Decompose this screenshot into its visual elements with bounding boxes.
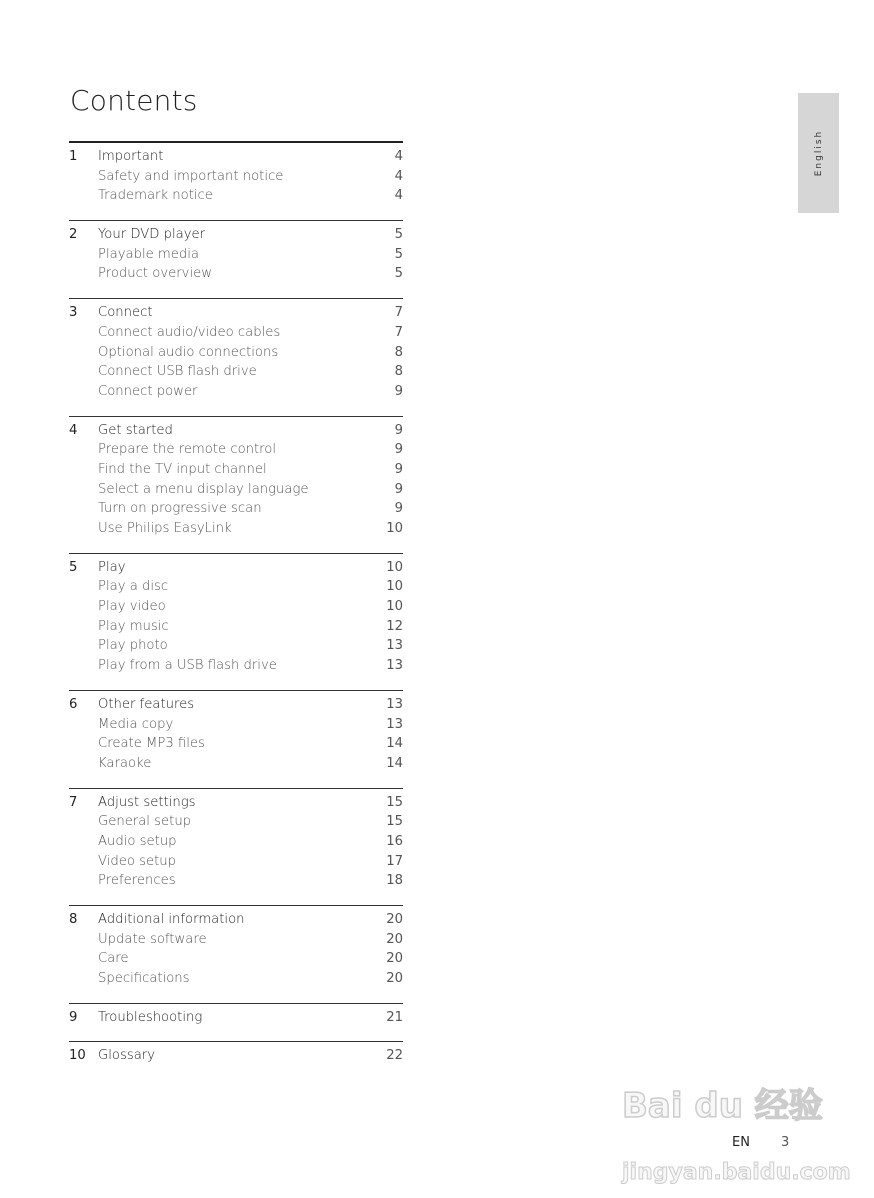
entry-page: 5 [394, 266, 403, 282]
entry-title: Product overview [98, 266, 213, 282]
entry-title: Play music [98, 618, 169, 634]
chapter-title: Get started [98, 422, 173, 438]
entry-title: Video setup [98, 853, 177, 869]
entry-title: Play a disc [98, 579, 169, 595]
entry-title: Use Philips EasyLink [98, 521, 232, 536]
entry-title: Create MP3 files [98, 736, 205, 752]
chapter-number: 7 [69, 794, 78, 810]
toc-chapter[interactable] [69, 225, 403, 245]
toc-chapter[interactable] [69, 421, 403, 441]
entry-indent [69, 167, 98, 187]
entry-title: Connect audio/video cables [98, 324, 281, 340]
entry-title: Select a menu display language [98, 481, 309, 497]
chapter-number: 5 [69, 559, 78, 575]
chapter-title: Other features [98, 696, 195, 712]
entry-page: 20 [386, 951, 403, 967]
entry-indent [69, 949, 98, 969]
chapter-page: 20 [386, 912, 403, 927]
entry-indent [69, 577, 98, 597]
entry-page: 4 [394, 188, 403, 204]
entry-indent [69, 597, 98, 617]
entry-title: Connect USB flash drive [98, 364, 257, 380]
entry-indent [69, 480, 98, 500]
chapter-title: Important [98, 149, 164, 164]
entry-title: Preferences [98, 873, 176, 889]
toc-entry[interactable] [69, 323, 403, 343]
chapter-page: 4 [394, 149, 403, 164]
entry-title: Karaoke [98, 755, 152, 771]
entry-page: 12 [386, 618, 403, 634]
chapter-title: Troubleshooting [98, 1009, 203, 1025]
chapter-page: 15 [386, 794, 403, 810]
entry-indent [69, 812, 98, 832]
chapter-number: 4 [69, 422, 78, 438]
chapter-page: 9 [394, 422, 403, 438]
toc-section [69, 690, 403, 788]
entry-page: 10 [386, 521, 403, 536]
entry-indent [69, 323, 98, 343]
toc-entry[interactable] [69, 362, 403, 382]
entry-indent [69, 636, 98, 656]
chapter-title: Connect [98, 305, 153, 321]
chapter-number: 2 [69, 227, 78, 243]
toc-entry[interactable] [69, 186, 403, 206]
toc-chapter[interactable] [69, 695, 403, 715]
toc-chapter[interactable] [69, 793, 403, 813]
toc-section [69, 141, 403, 220]
table-of-contents [69, 141, 403, 1080]
toc-entry[interactable] [69, 812, 403, 832]
entry-indent [69, 362, 98, 382]
entry-title: Play from a USB flash drive [98, 658, 277, 674]
chapter-title: Adjust settings [98, 794, 196, 810]
entry-title: Turn on progressive scan [98, 501, 262, 517]
entry-title: Media copy [98, 716, 174, 732]
entry-indent [69, 715, 98, 735]
toc-entry[interactable] [69, 617, 403, 637]
toc-entry[interactable] [69, 577, 403, 597]
entry-title: Play video [98, 599, 166, 615]
entry-title: Update software [98, 931, 207, 947]
toc-chapter[interactable] [69, 1046, 403, 1066]
entry-page: 14 [386, 736, 403, 752]
entry-page: 20 [386, 971, 403, 987]
entry-indent [69, 460, 98, 480]
language-tab [798, 93, 839, 213]
chapter-number: 9 [69, 1009, 78, 1025]
entry-page: 7 [394, 324, 403, 340]
entry-page: 10 [386, 599, 403, 615]
entry-page: 16 [386, 833, 403, 849]
entry-indent [69, 617, 98, 637]
toc-entry[interactable] [69, 343, 403, 363]
entry-indent [69, 499, 98, 519]
toc-entry[interactable] [69, 245, 403, 265]
toc-entry[interactable] [69, 969, 403, 989]
toc-entry[interactable] [69, 499, 403, 519]
entry-title: Care [98, 951, 129, 967]
entry-title: Prepare the remote control [98, 442, 277, 458]
toc-entry[interactable] [69, 754, 403, 774]
entry-page: 14 [386, 755, 403, 771]
entry-page: 4 [394, 168, 403, 184]
entry-page: 9 [394, 461, 403, 477]
chapter-page: 21 [386, 1009, 403, 1025]
entry-indent [69, 930, 98, 950]
entry-title: Playable media [98, 246, 199, 262]
entry-title: Play photo [98, 638, 168, 654]
toc-entry[interactable] [69, 715, 403, 735]
toc-entry[interactable] [69, 656, 403, 676]
entry-indent [69, 871, 98, 891]
chapter-page: 22 [386, 1048, 403, 1064]
toc-chapter[interactable] [69, 910, 403, 930]
chapter-number: 3 [69, 305, 78, 321]
entry-page: 13 [386, 716, 403, 732]
entry-page: 8 [394, 364, 403, 380]
toc-chapter[interactable] [69, 147, 403, 167]
entry-page: 13 [386, 638, 403, 654]
toc-section [69, 298, 403, 415]
entry-indent [69, 519, 98, 539]
toc-section [69, 905, 403, 1003]
toc-entry[interactable] [69, 519, 403, 539]
entry-title: Specifications [98, 971, 190, 987]
entry-indent [69, 245, 98, 265]
entry-indent [69, 969, 98, 989]
entry-page: 10 [386, 579, 403, 595]
toc-entry[interactable] [69, 167, 403, 187]
language-tab-label: English [813, 129, 824, 177]
entry-page: 9 [394, 442, 403, 458]
toc-section [69, 1041, 403, 1080]
chapter-title: Play [98, 559, 126, 575]
entry-page: 8 [394, 344, 403, 360]
entry-page: 20 [386, 931, 403, 947]
watermark-logo: Bai du 经验 [622, 1086, 823, 1126]
chapter-number: 6 [69, 696, 78, 712]
entry-title: General setup [98, 814, 192, 830]
entry-indent [69, 382, 98, 402]
toc-entry[interactable] [69, 832, 403, 852]
chapter-page: 7 [394, 305, 403, 321]
toc-entry[interactable] [69, 460, 403, 480]
entry-indent [69, 852, 98, 872]
chapter-number: 10 [69, 1048, 86, 1064]
chapter-page: 13 [386, 696, 403, 712]
watermark-url: jingyan.baidu.com [622, 1160, 851, 1185]
chapter-number: 8 [69, 912, 78, 927]
toc-entry[interactable] [69, 264, 403, 284]
toc-entry[interactable] [69, 852, 403, 872]
chapter-title: Additional information [98, 912, 245, 927]
entry-page: 17 [386, 853, 403, 869]
entry-page: 15 [386, 814, 403, 830]
toc-entry[interactable] [69, 734, 403, 754]
chapter-number: 1 [69, 149, 78, 164]
entry-indent [69, 656, 98, 676]
toc-entry[interactable] [69, 871, 403, 891]
chapter-page: 10 [386, 559, 403, 575]
entry-indent [69, 832, 98, 852]
toc-section [69, 220, 403, 298]
entry-indent [69, 264, 98, 284]
entry-page: 18 [386, 873, 403, 889]
footer-language: EN [732, 1135, 750, 1150]
toc-entry[interactable] [69, 382, 403, 402]
toc-entry[interactable] [69, 480, 403, 500]
chapter-title: Glossary [98, 1048, 155, 1064]
toc-section [69, 553, 403, 690]
toc-section [69, 1003, 403, 1042]
toc-entry[interactable] [69, 440, 403, 460]
entry-page: 9 [394, 383, 403, 399]
entry-page: 5 [394, 246, 403, 262]
chapter-page: 5 [394, 227, 403, 243]
entry-page: 9 [394, 501, 403, 517]
toc-entry[interactable] [69, 636, 403, 656]
entry-page: 9 [394, 481, 403, 497]
entry-title: Safety and important notice [98, 168, 284, 184]
page-title: Contents [70, 84, 198, 117]
entry-title: Trademark notice [98, 188, 213, 204]
footer-page-number: 3 [781, 1135, 790, 1150]
entry-title: Connect power [98, 383, 198, 399]
entry-indent [69, 343, 98, 363]
entry-title: Optional audio connections [98, 344, 279, 360]
entry-indent [69, 440, 98, 460]
entry-title: Find the TV input channel [98, 461, 267, 477]
entry-indent [69, 186, 98, 206]
toc-chapter[interactable] [69, 1008, 403, 1028]
toc-entry[interactable] [69, 930, 403, 950]
toc-entry[interactable] [69, 597, 403, 617]
entry-indent [69, 734, 98, 754]
baidu-watermark [618, 1068, 851, 1193]
toc-entry[interactable] [69, 949, 403, 969]
toc-section [69, 788, 403, 905]
entry-indent [69, 754, 98, 774]
chapter-title: Your DVD player [98, 227, 206, 243]
toc-chapter[interactable] [69, 303, 403, 323]
entry-page: 13 [386, 658, 403, 674]
entry-title: Audio setup [98, 833, 177, 849]
toc-section [69, 416, 403, 553]
toc-chapter[interactable] [69, 558, 403, 578]
